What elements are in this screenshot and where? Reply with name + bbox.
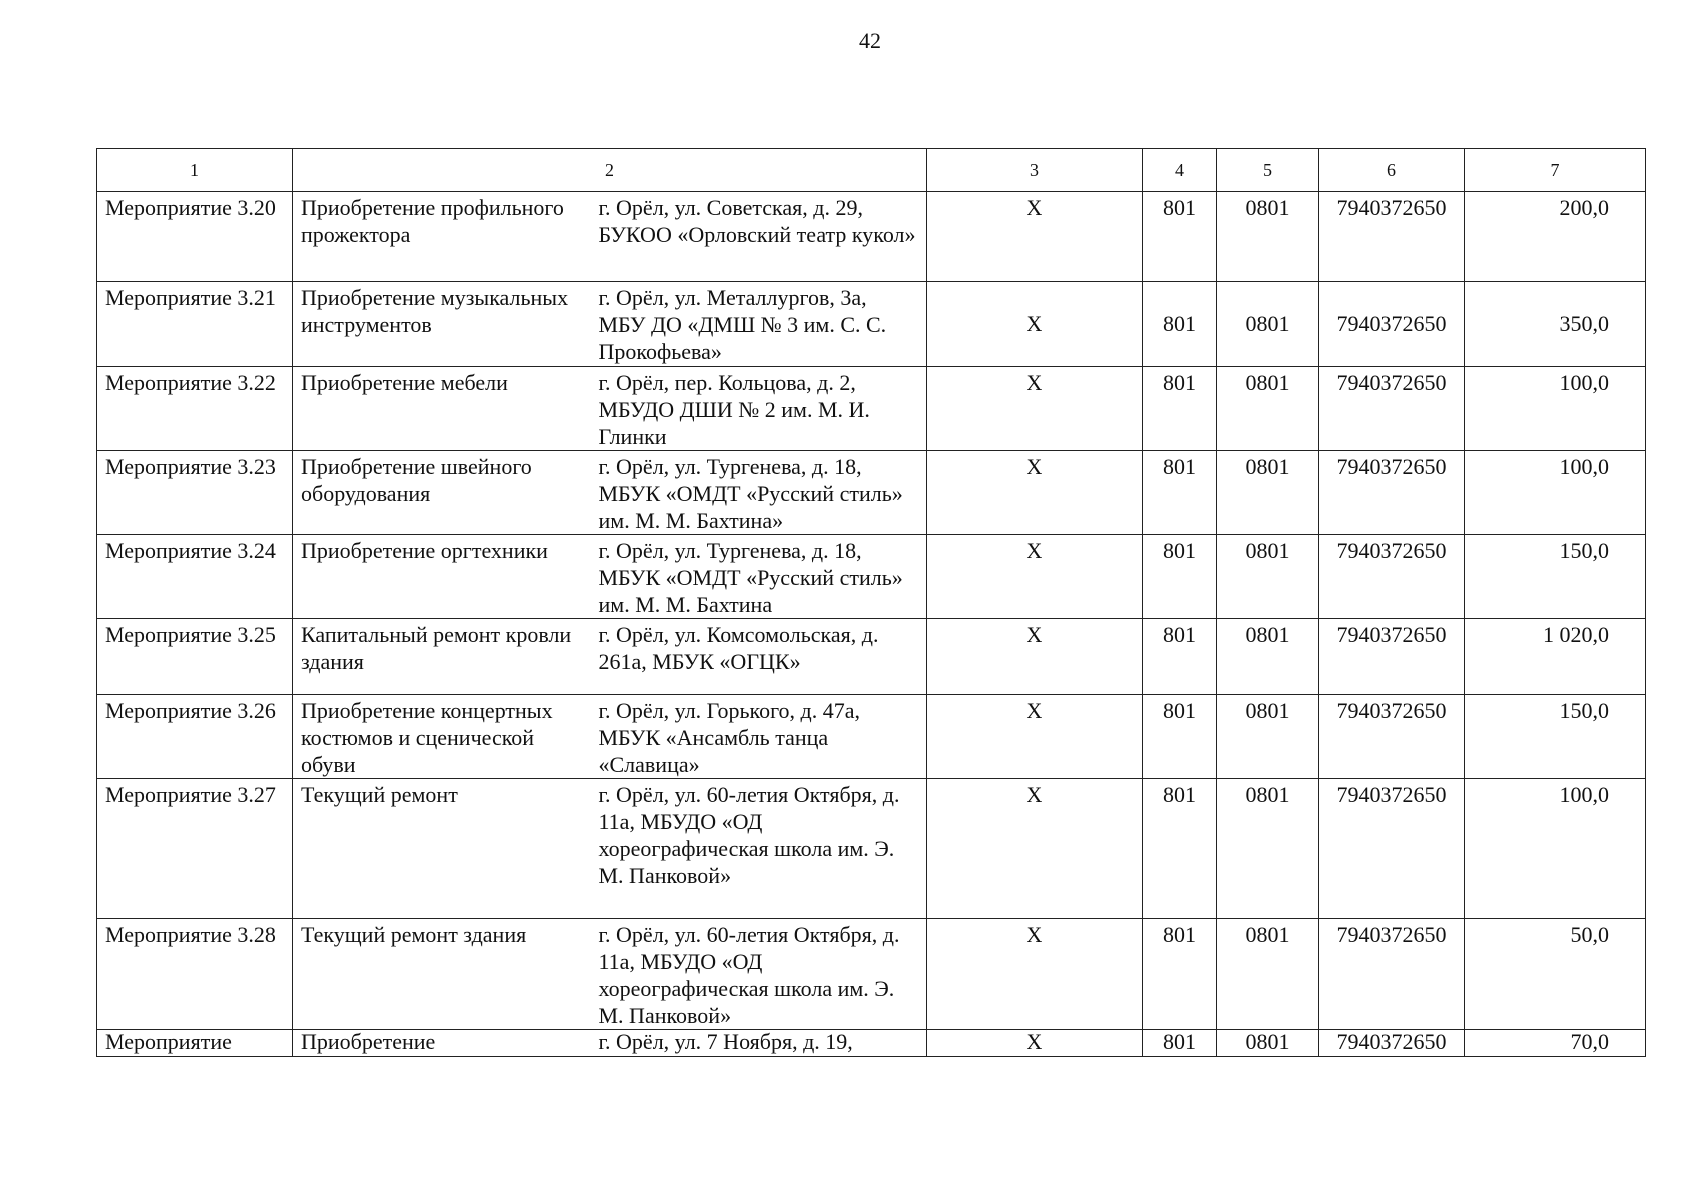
row-col-7: 150,0	[1465, 695, 1646, 779]
row-address: г. Орёл, ул. Тургенева, д. 18, МБУК «ОМДТ «Русский стиль» им. М. М. Бахтина»	[591, 451, 927, 535]
header-cell: 3	[927, 149, 1143, 192]
row-col-6: 7940372650	[1319, 1030, 1465, 1057]
row-col-5: 0801	[1217, 779, 1319, 919]
row-name: Текущий ремонт здания	[293, 919, 591, 1030]
row-col-3: Х	[927, 535, 1143, 619]
row-col-7: 100,0	[1465, 779, 1646, 919]
row-address: г. Орёл, ул. 7 Ноября, д. 19,	[591, 1030, 927, 1057]
row-label: Мероприятие 3.22	[97, 367, 293, 451]
row-col-7: 350,0	[1465, 282, 1646, 367]
row-col-3: Х	[927, 919, 1143, 1030]
row-col-4: 801	[1143, 192, 1217, 282]
row-col-3: Х	[927, 619, 1143, 695]
row-col-5: 0801	[1217, 282, 1319, 367]
table-row	[97, 535, 1646, 619]
row-col-5: 0801	[1217, 367, 1319, 451]
row-name: Капитальный ремонт кровли здания	[293, 619, 591, 695]
table-row	[97, 919, 1646, 1030]
row-col-4: 801	[1143, 282, 1217, 367]
row-col-3: Х	[927, 282, 1143, 367]
row-col-6: 7940372650	[1319, 192, 1465, 282]
row-col-3: Х	[927, 1030, 1143, 1057]
row-name: Приобретение концертных костюмов и сценической обуви	[293, 695, 591, 779]
row-label: Мероприятие 3.25	[97, 619, 293, 695]
budget-table	[96, 148, 1646, 1057]
row-address: г. Орёл, пер. Кольцова, д. 2, МБУДО ДШИ № 2 им. М. И. Глинки	[591, 367, 927, 451]
row-col-4: 801	[1143, 1030, 1217, 1057]
table-row	[97, 367, 1646, 451]
header-cell: 5	[1217, 149, 1319, 192]
row-col-6: 7940372650	[1319, 282, 1465, 367]
row-col-7: 70,0	[1465, 1030, 1646, 1057]
row-name: Приобретение швейного оборудования	[293, 451, 591, 535]
row-address: г. Орёл, ул. Советская, д. 29, БУКОО «Орловский театр кукол»	[591, 192, 927, 282]
page-number: 42	[859, 28, 881, 53]
row-col-4: 801	[1143, 619, 1217, 695]
row-col-3: Х	[927, 695, 1143, 779]
header-cell: 2	[293, 149, 927, 192]
row-name: Приобретение музыкальных инструментов	[293, 282, 591, 367]
row-col-4: 801	[1143, 919, 1217, 1030]
table-row	[97, 1030, 1646, 1057]
row-col-6: 7940372650	[1319, 619, 1465, 695]
row-col-7: 150,0	[1465, 535, 1646, 619]
row-col-3: Х	[927, 192, 1143, 282]
row-col-7: 1 020,0	[1465, 619, 1646, 695]
row-label: Мероприятие 3.20	[97, 192, 293, 282]
row-col-5: 0801	[1217, 192, 1319, 282]
row-col-6: 7940372650	[1319, 367, 1465, 451]
row-address: г. Орёл, ул. Горького, д. 47а, МБУК «Ансамбль танца «Славица»	[591, 695, 927, 779]
table-row	[97, 451, 1646, 535]
row-col-4: 801	[1143, 695, 1217, 779]
row-col-7: 200,0	[1465, 192, 1646, 282]
row-col-4: 801	[1143, 451, 1217, 535]
row-label: Мероприятие 3.24	[97, 535, 293, 619]
row-address: г. Орёл, ул. 60-летия Октября, д. 11а, МБУДО «ОД хореографическая школа им. Э. М. Панковой»	[591, 779, 927, 919]
row-col-4: 801	[1143, 779, 1217, 919]
row-address: г. Орёл, ул. 60-летия Октября, д. 11а, МБУДО «ОД хореографическая школа им. Э. М. Панковой»	[591, 919, 927, 1030]
table-row	[97, 619, 1646, 695]
row-address: г. Орёл, ул. Комсомольская, д. 261а, МБУК «ОГЦК»	[591, 619, 927, 695]
row-col-5: 0801	[1217, 451, 1319, 535]
row-col-7: 100,0	[1465, 451, 1646, 535]
row-label: Мероприятие 3.26	[97, 695, 293, 779]
header-cell: 1	[97, 149, 293, 192]
row-name: Приобретение оргтехники	[293, 535, 591, 619]
row-label: Мероприятие 3.23	[97, 451, 293, 535]
row-label: Мероприятие	[97, 1030, 293, 1057]
row-col-7: 100,0	[1465, 367, 1646, 451]
row-col-6: 7940372650	[1319, 919, 1465, 1030]
row-col-5: 0801	[1217, 919, 1319, 1030]
row-col-5: 0801	[1217, 535, 1319, 619]
row-col-6: 7940372650	[1319, 451, 1465, 535]
header-cell: 4	[1143, 149, 1217, 192]
row-label: Мероприятие 3.21	[97, 282, 293, 367]
table-header-row	[97, 149, 1646, 192]
row-label: Мероприятие 3.27	[97, 779, 293, 919]
row-col-4: 801	[1143, 535, 1217, 619]
row-col-7: 50,0	[1465, 919, 1646, 1030]
row-address: г. Орёл, ул. Металлургов, 3а, МБУ ДО «ДМШ № 3 им. С. С. Прокофьева»	[591, 282, 927, 367]
row-name: Приобретение	[293, 1030, 591, 1057]
row-name: Приобретение профильного прожектора	[293, 192, 591, 282]
header-cell: 6	[1319, 149, 1465, 192]
row-col-6: 7940372650	[1319, 779, 1465, 919]
row-col-5: 0801	[1217, 619, 1319, 695]
table-row	[97, 695, 1646, 779]
row-col-3: Х	[927, 779, 1143, 919]
row-name: Текущий ремонт	[293, 779, 591, 919]
row-address: г. Орёл, ул. Тургенева, д. 18, МБУК «ОМДТ «Русский стиль» им. М. М. Бахтина	[591, 535, 927, 619]
row-col-6: 7940372650	[1319, 535, 1465, 619]
row-col-3: Х	[927, 451, 1143, 535]
row-col-5: 0801	[1217, 695, 1319, 779]
table-row	[97, 779, 1646, 919]
table-row	[97, 282, 1646, 367]
row-col-5: 0801	[1217, 1030, 1319, 1057]
row-label: Мероприятие 3.28	[97, 919, 293, 1030]
row-col-6: 7940372650	[1319, 695, 1465, 779]
row-col-4: 801	[1143, 367, 1217, 451]
header-cell: 7	[1465, 149, 1646, 192]
row-name: Приобретение мебели	[293, 367, 591, 451]
row-col-3: Х	[927, 367, 1143, 451]
table-row	[97, 192, 1646, 282]
